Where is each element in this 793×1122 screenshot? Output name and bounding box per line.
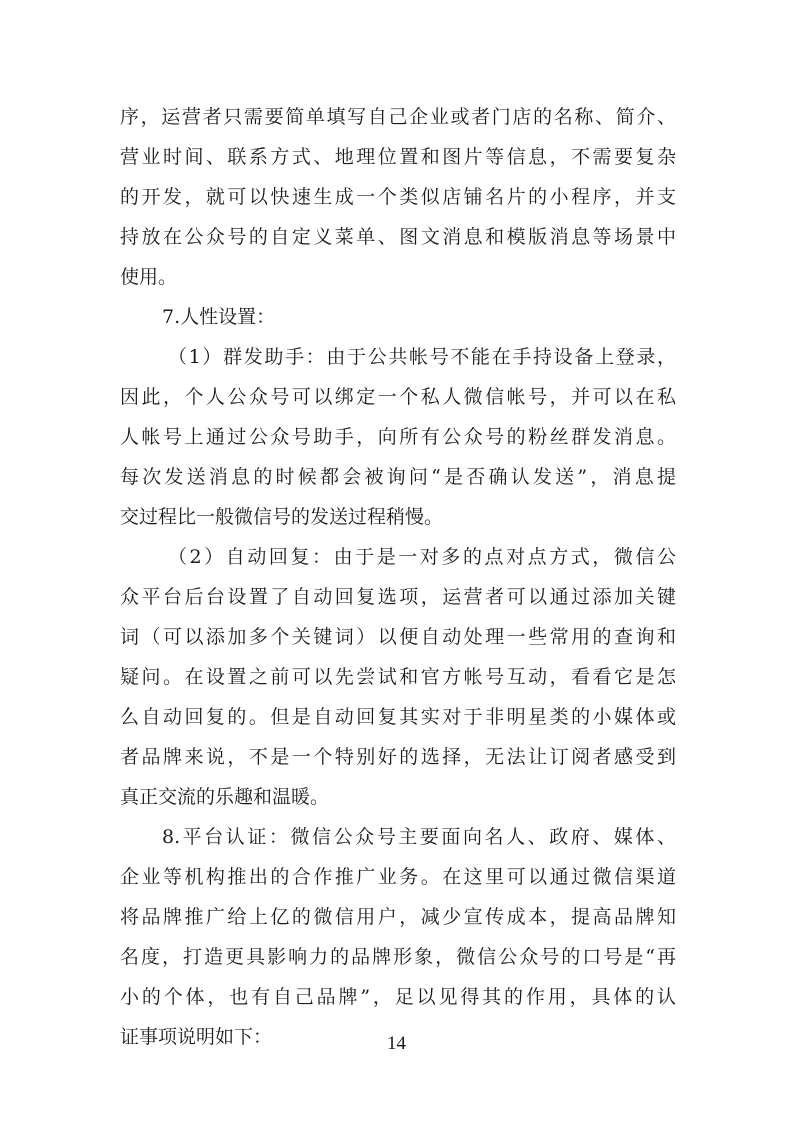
paragraph-line: 使用。 xyxy=(120,266,178,288)
paragraph-line: 序，运营者只需要简单填写自己企业或者门店的名称、简介、 xyxy=(120,106,676,128)
page-number: 14 xyxy=(387,1033,406,1054)
paragraph-line: 真正交流的乐趣和温暖。 xyxy=(120,786,330,808)
section-heading: 7.人性设置： xyxy=(162,306,276,328)
paragraph-line: （2）自动回复：由于是一对多的点对点方式，微信公 xyxy=(168,546,676,568)
paragraph-line: 名度，打造更具影响力的品牌形象，微信公众号的口号是“再 xyxy=(120,946,676,968)
paragraph-line: 小的个体，也有自己品牌”，足以见得其的作用，具体的认 xyxy=(120,986,676,1008)
paragraph-line: 将品牌推广给上亿的微信用户，减少宣传成本，提高品牌知 xyxy=(120,906,676,928)
paragraph-line: 者品牌来说，不是一个特别好的选择，无法让订阅者感受到 xyxy=(120,746,676,768)
paragraph-line: 疑问。在设置之前可以先尝试和官方帐号互动，看看它是怎 xyxy=(120,666,676,688)
paragraph-line: 词（可以添加多个关键词）以便自动处理一些常用的查询和 xyxy=(120,626,676,648)
paragraph-line: 每次发送消息的时候都会被询问“是否确认发送”，消息提 xyxy=(120,466,676,488)
paragraph-line: 证事项说明如下： xyxy=(120,1026,273,1048)
paragraph-line: 众平台后台设置了自动回复选项，运营者可以通过添加关键 xyxy=(120,586,676,608)
paragraph-line: 人帐号上通过公众号助手，向所有公众号的粉丝群发消息。 xyxy=(120,426,676,448)
paragraph-line: 交过程比一般微信号的发送过程稍慢。 xyxy=(120,506,444,528)
paragraph-line: 持放在公众号的自定义菜单、图文消息和模版消息等场景中 xyxy=(120,226,676,248)
paragraph-line: 营业时间、联系方式、地理位置和图片等信息，不需要复杂 xyxy=(120,146,676,168)
paragraph-line: 8.平台认证：微信公众号主要面向名人、政府、媒体、 xyxy=(162,826,676,848)
paragraph-line: 的开发，就可以快速生成一个类似店铺名片的小程序，并支 xyxy=(120,186,676,208)
paragraph-line: 企业等机构推出的合作推广业务。在这里可以通过微信渠道 xyxy=(120,866,676,888)
paragraph-line: （1）群发助手：由于公共帐号不能在手持设备上登录， xyxy=(168,346,676,368)
paragraph-line: 因此，个人公众号可以绑定一个私人微信帐号，并可以在私 xyxy=(120,386,676,408)
paragraph-line: 么自动回复的。但是自动回复其实对于非明星类的小媒体或 xyxy=(120,706,676,728)
